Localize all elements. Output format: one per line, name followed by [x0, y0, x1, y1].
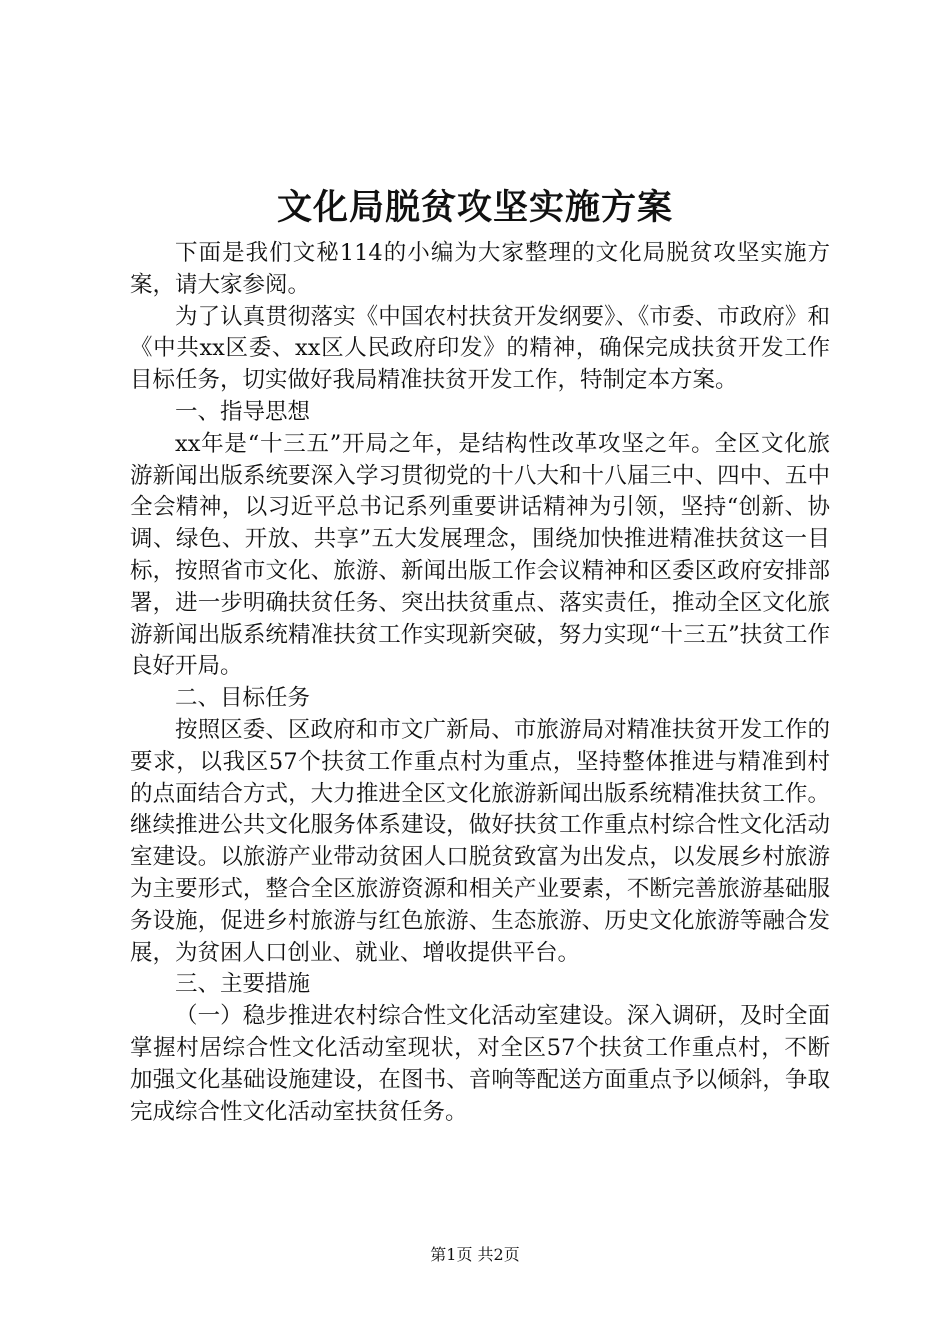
- page-number-footer: 第1页 共2页: [430, 1245, 520, 1264]
- document-body: [130, 238, 830, 1128]
- section-heading-measures: 三、主要措施: [175, 971, 311, 998]
- document-title: 文化局脱贫攻坚实施方案: [276, 187, 673, 228]
- purpose-paragraph: 为了认真贯彻落实《中国农村扶贫开发纲要》、《市委、市政府》和《中共xx区委、xx区人民政府印发》的精神，确保完成扶贫开发工作目标任务，切实做好我局精准扶贫开发工作，特制定本方案。: [130, 303, 830, 394]
- section-heading-guiding-ideology: 一、指导思想: [175, 398, 311, 425]
- guiding-ideology-paragraph: xx年是“十三五”开局之年，是结构性改革攻坚之年。全区文化旅游新闻出版系统要深入学习贯彻党的十八大和十八届三中、四中、五中全会精神，以习近平总书记系列重要讲话精神为引领，坚持“创新、协调、绿色、开放、共享”五大发展理念，围绕加快推进精准扶贫这一目标，按照省市文化、旅游、新闻出版工作会议精神和区委区政府安排部署，进一步明确扶贫任务、突出扶贫重点、落实责任，推动全区文化旅游新闻出版系统精准扶贫工作实现新突破，努力实现“十三五”扶贫工作良好开局。: [130, 430, 830, 680]
- section-heading-goals: 二、目标任务: [175, 685, 311, 712]
- intro-paragraph: 下面是我们文秘114的小编为大家整理的文化局脱贫攻坚实施方案，请大家参阅。: [130, 240, 830, 298]
- measures-item-1-paragraph: （一）稳步推进农村综合性文化活动室建设。深入调研，及时全面掌握村居综合性文化活动室现状，对全区57个扶贫工作重点村，不断加强文化基础设施建设，在图书、音响等配送方面重点予以倾斜，争取完成综合性文化活动室扶贫任务。: [130, 1003, 830, 1125]
- goals-paragraph: 按照区委、区政府和市文广新局、市旅游局对精准扶贫开发工作的要求，以我区57个扶贫工作重点村为重点，坚持整体推进与精准到村的点面结合方式，大力推进全区文化旅游新闻出版系统精准扶贫工作。继续推进公共文化服务体系建设，做好扶贫工作重点村综合性文化活动室建设。以旅游产业带动贫困人口脱贫致富为出发点，以发展乡村旅游为主要形式，整合全区旅游资源和相关产业要素，不断完善旅游基础服务设施，促进乡村旅游与红色旅游、生态旅游、历史文化旅游等融合发展，为贫困人口创业、就业、增收提供平台。: [130, 716, 830, 966]
